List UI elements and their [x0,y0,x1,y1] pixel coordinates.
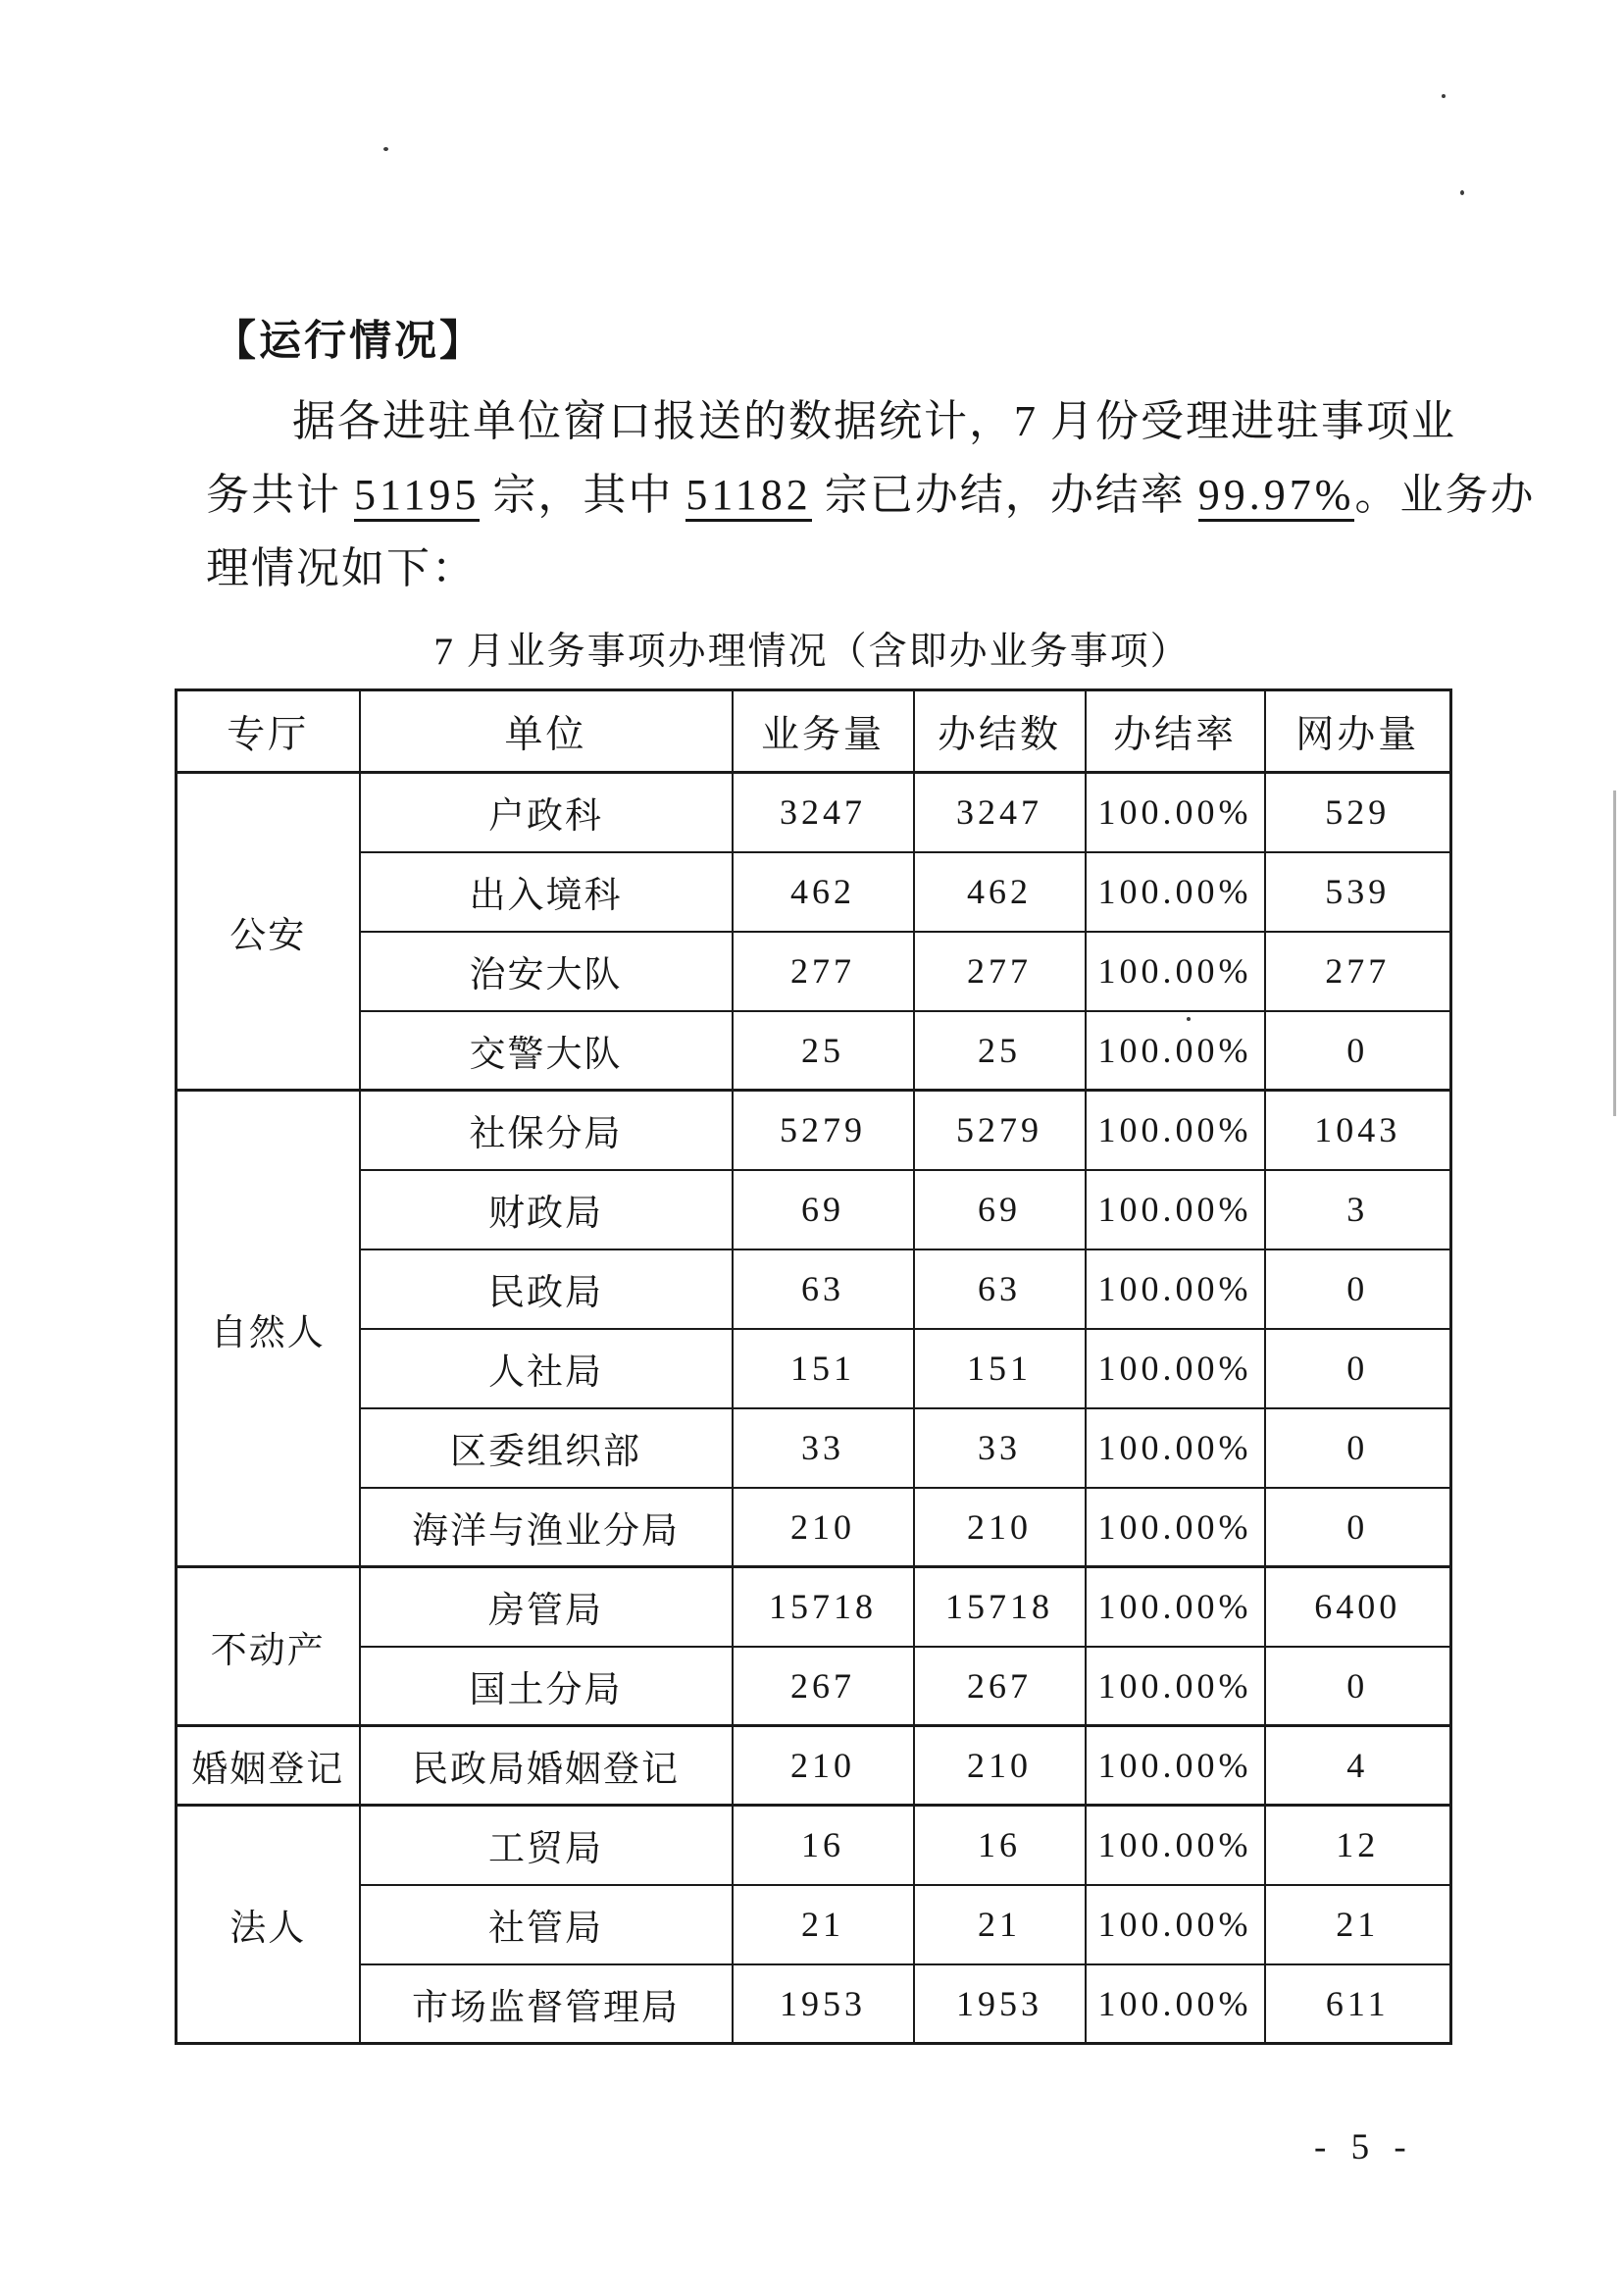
scan-speck [1460,190,1464,195]
hall-cell: 自然人 [177,1091,360,1567]
completed-cell: 63 [914,1249,1086,1329]
paragraph-line-3 [206,532,1471,605]
table-title: 7 月业务事项办理情况（含即办业务事项） [433,631,1191,673]
volume-cell: 5279 [733,1091,914,1170]
online-cell: 529 [1265,773,1451,852]
volume-cell: 15718 [733,1567,914,1647]
table-row [177,1567,1451,1647]
completed-cell: 33 [914,1408,1086,1488]
online-cell: 0 [1265,1011,1451,1091]
online-cell: 0 [1265,1249,1451,1329]
unit-cell: 海洋与渔业分局 [360,1488,733,1567]
online-cell: 3 [1265,1170,1451,1249]
paragraph-line-2 [206,458,1536,532]
table-row [177,1011,1451,1091]
rate-cell: 100.00% [1086,1806,1265,1885]
rate-cell: 100.00% [1086,773,1265,852]
online-cell: 0 [1265,1647,1451,1726]
volume-cell: 16 [733,1806,914,1885]
table-row [177,1806,1451,1885]
text-run: 宗，其中 [480,471,686,519]
volume-cell: 63 [733,1249,914,1329]
header-row [177,690,1451,773]
hall-group [177,1091,1451,1567]
paragraph-line-1 [206,384,1471,458]
unit-cell: 区委组织部 [360,1408,733,1488]
completed-cell: 1953 [914,1964,1086,2044]
unit-cell: 民政局 [360,1249,733,1329]
rate-cell: 100.00% [1086,1329,1265,1408]
volume-cell: 1953 [733,1964,914,2044]
completed-cell: 210 [914,1488,1086,1567]
hall-group [177,1567,1451,1726]
rate-cell: 100.00% [1086,1647,1265,1726]
hall-cell: 不动产 [177,1567,360,1726]
unit-cell: 市场监督管理局 [360,1964,733,2044]
rate-cell: 100.00% [1086,1726,1265,1806]
unit-cell: 社保分局 [360,1091,733,1170]
scan-speck [383,147,388,151]
body-paragraph [206,384,1536,605]
completed-cell: 3247 [914,773,1086,852]
rate-cell: 100.00% [1086,1567,1265,1647]
table-row [177,1964,1451,2044]
hall-group [177,1806,1451,2044]
completed-cell: 5279 [914,1091,1086,1170]
unit-cell: 人社局 [360,1329,733,1408]
volume-cell: 33 [733,1408,914,1488]
rate-cell: 100.00% [1086,1408,1265,1488]
table-row [177,1408,1451,1488]
table-row [177,1726,1451,1806]
text-run: 宗已办结，办结率 [811,471,1198,519]
unit-cell: 财政局 [360,1170,733,1249]
volume-cell: 210 [733,1726,914,1806]
online-cell: 539 [1265,852,1451,932]
text-run: 务共计 [206,471,354,519]
col-header-completed: 办结数 [914,690,1086,773]
col-header-online: 网办量 [1265,690,1451,773]
unit-cell: 出入境科 [360,852,733,932]
hall-cell: 公安 [177,773,360,1091]
rate-cell: 100.00% [1086,1011,1265,1091]
online-cell: 277 [1265,932,1451,1011]
completed-cell: 16 [914,1806,1086,1885]
unit-cell: 户政科 [360,773,733,852]
completed-cell: 15718 [914,1567,1086,1647]
online-cell: 611 [1265,1964,1451,2044]
unit-cell: 工贸局 [360,1806,733,1885]
unit-cell: 民政局婚姻登记 [360,1726,733,1806]
hall-cell: 法人 [177,1806,360,2044]
table-row [177,852,1451,932]
text-run: 。业务办 [1354,471,1536,519]
volume-cell: 21 [733,1885,914,1964]
online-cell: 0 [1265,1329,1451,1408]
hall-group [177,1726,1451,1806]
completed-cell: 462 [914,852,1086,932]
table-row [177,1170,1451,1249]
unit-cell: 国土分局 [360,1647,733,1726]
col-header-unit: 单位 [360,690,733,773]
table-row [177,932,1451,1011]
unit-cell: 治安大队 [360,932,733,1011]
table-row [177,1885,1451,1964]
rate-cell: 100.00% [1086,1488,1265,1567]
online-cell: 4 [1265,1726,1451,1806]
completed-cell: 25 [914,1011,1086,1091]
hall-group [177,773,1451,1091]
online-cell: 6400 [1265,1567,1451,1647]
completed-cell: 277 [914,932,1086,1011]
total-completed-value: 51182 [685,471,811,522]
scan-speck [1442,94,1446,98]
volume-cell: 462 [733,852,914,932]
unit-cell: 交警大队 [360,1011,733,1091]
text-run: 理情况如下： [206,544,477,592]
hall-cell: 婚姻登记 [177,1726,360,1806]
rate-cell: 100.00% [1086,1885,1265,1964]
unit-cell: 房管局 [360,1567,733,1647]
rate-cell: 100.00% [1086,1170,1265,1249]
rate-cell: 100.00% [1086,1091,1265,1170]
table-row [177,773,1451,852]
completion-rate-value: 99.97% [1198,471,1355,522]
online-cell: 21 [1265,1885,1451,1964]
volume-cell: 277 [733,932,914,1011]
volume-cell: 69 [733,1170,914,1249]
scan-edge-artifact [1613,790,1616,1116]
table-row [177,1249,1451,1329]
section-heading: 【运行情况】 [214,319,484,365]
volume-cell: 267 [733,1647,914,1726]
volume-cell: 3247 [733,773,914,852]
stats-table [175,688,1452,2045]
text-run: 据各进驻单位窗口报送的数据统计，7 月份受理进驻事项业 [292,397,1456,445]
col-header-rate: 办结率 [1086,690,1265,773]
rate-cell: 100.00% [1086,1964,1265,2044]
completed-cell: 21 [914,1885,1086,1964]
table-row [177,1329,1451,1408]
table-row [177,1091,1451,1170]
completed-cell: 69 [914,1170,1086,1249]
completed-cell: 267 [914,1647,1086,1726]
page-number: - 5 - [1314,2127,1414,2167]
online-cell: 1043 [1265,1091,1451,1170]
scan-speck [1187,1017,1191,1021]
col-header-volume: 业务量 [733,690,914,773]
volume-cell: 210 [733,1488,914,1567]
online-cell: 12 [1265,1806,1451,1885]
rate-cell: 100.00% [1086,852,1265,932]
volume-cell: 151 [733,1329,914,1408]
total-accepted-value: 51195 [354,471,480,522]
completed-cell: 151 [914,1329,1086,1408]
completed-cell: 210 [914,1726,1086,1806]
online-cell: 0 [1265,1488,1451,1567]
table-row [177,1647,1451,1726]
online-cell: 0 [1265,1408,1451,1488]
table-row [177,1488,1451,1567]
unit-cell: 社管局 [360,1885,733,1964]
col-header-hall: 专厅 [177,690,360,773]
volume-cell: 25 [733,1011,914,1091]
rate-cell: 100.00% [1086,932,1265,1011]
rate-cell: 100.00% [1086,1249,1265,1329]
